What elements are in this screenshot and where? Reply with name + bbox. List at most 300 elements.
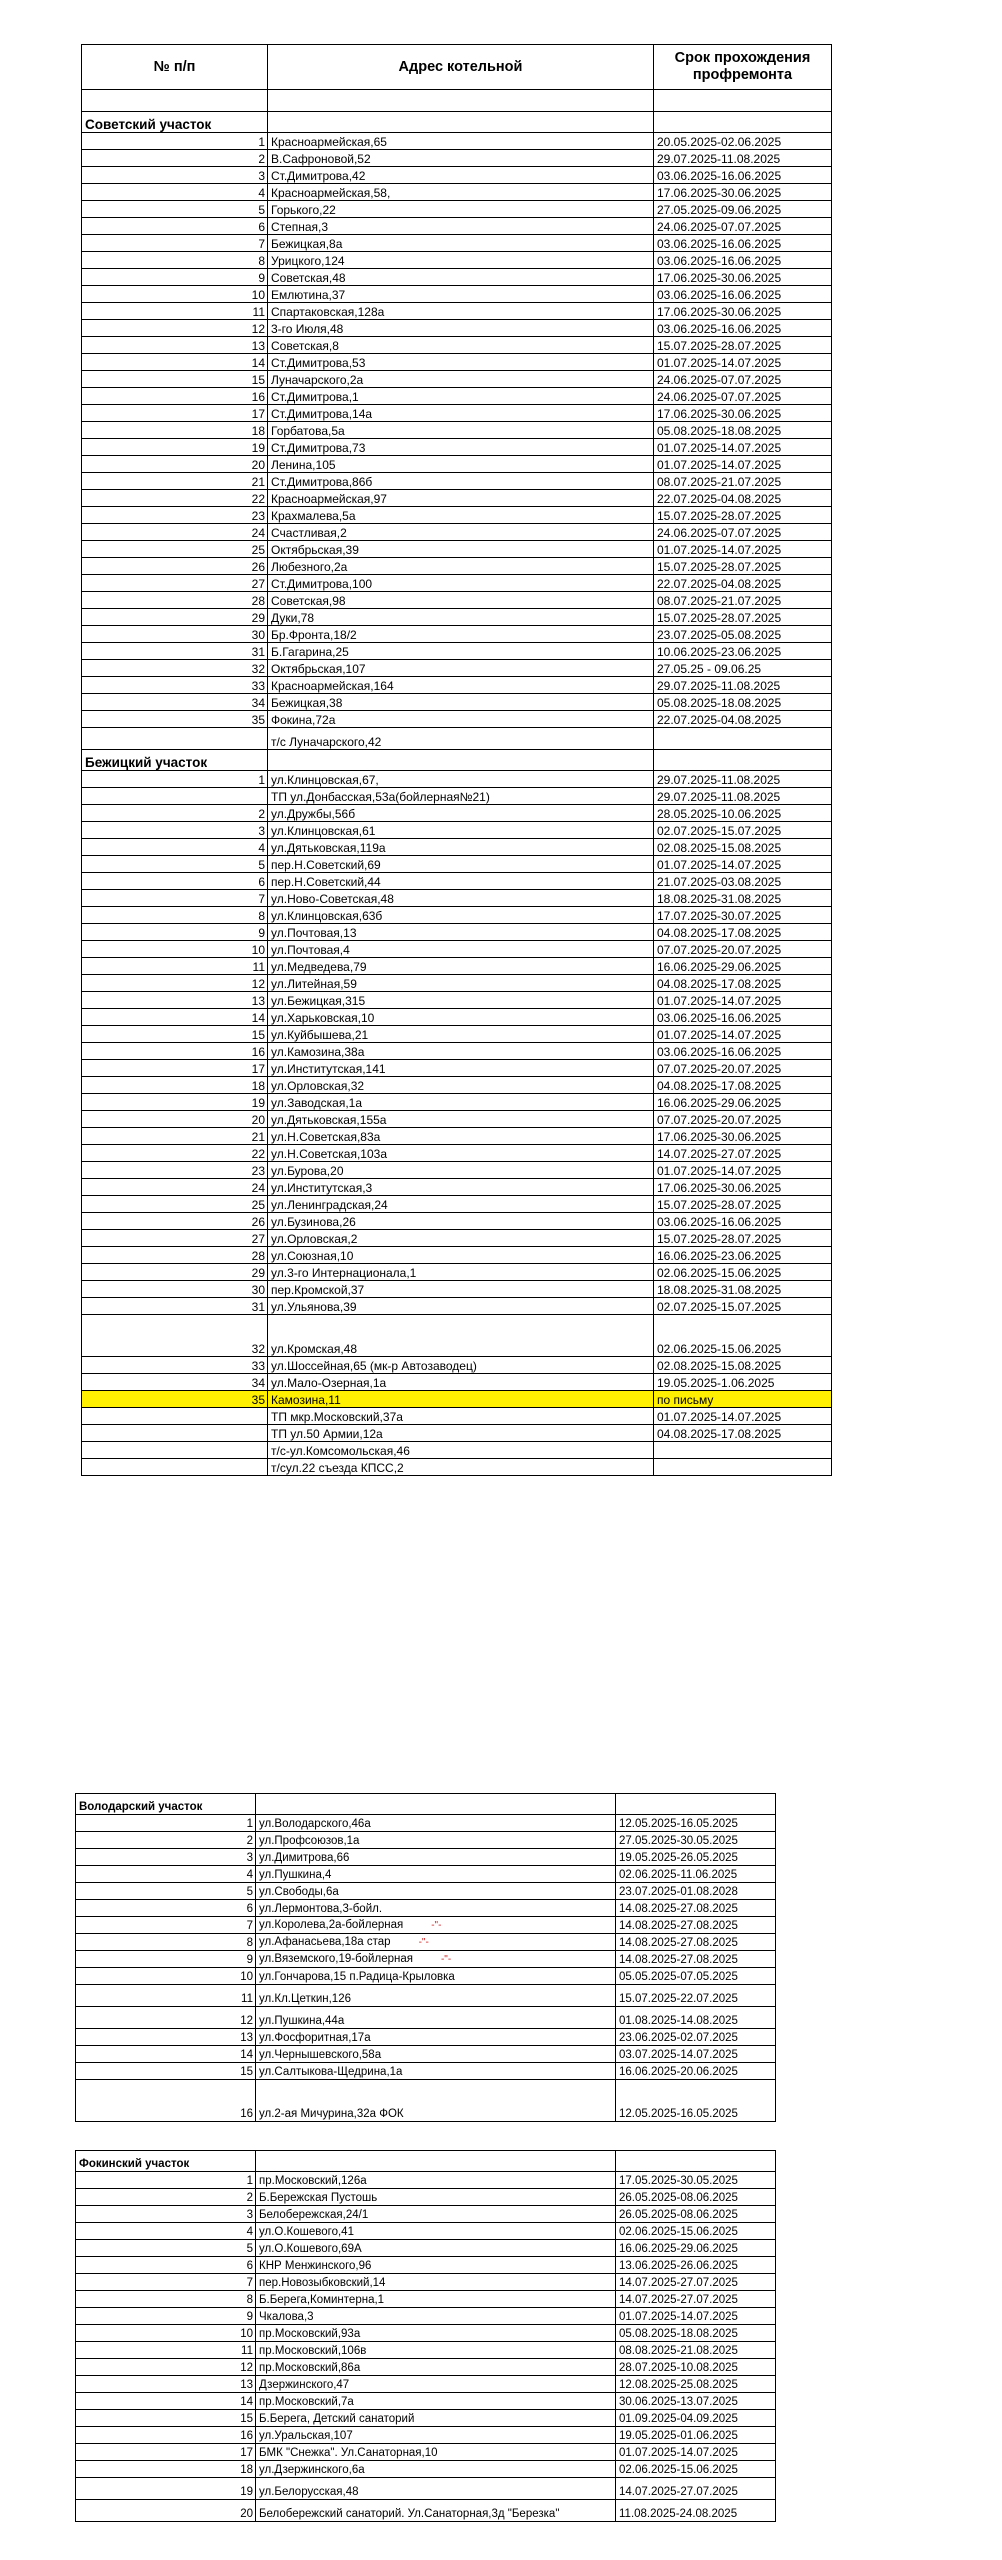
row-period: 02.06.2025-15.06.2025 — [616, 2223, 776, 2240]
row-number: 2 — [76, 2189, 256, 2206]
row-number: 19 — [76, 2478, 256, 2500]
row-address: ул.Шоссейная,65 (мк-р Автозаводец) — [268, 1357, 654, 1374]
row-address: ул.Ново-Советская,48 — [268, 890, 654, 907]
row-number: 1 — [76, 1815, 256, 1832]
empty-cell — [256, 1794, 616, 1815]
row-period: 29.07.2025-11.08.2025 — [654, 677, 832, 694]
table-row — [82, 1077, 832, 1094]
row-period: 12.05.2025-16.05.2025 — [616, 2080, 776, 2122]
row-address: ул.Харьковская,10 — [268, 1009, 654, 1026]
table-row — [82, 388, 832, 405]
row-period: 30.06.2025-13.07.2025 — [616, 2393, 776, 2410]
row-address: т/с-ул.Комсомольская,46 — [268, 1442, 654, 1459]
row-period: 03.07.2025-14.07.2025 — [616, 2046, 776, 2063]
row-address: ул.Мало-Озерная,1а — [268, 1374, 654, 1391]
row-number: 31 — [82, 1298, 268, 1315]
table-row — [82, 1009, 832, 1026]
table-row — [82, 575, 832, 592]
row-period: 18.08.2025-31.08.2025 — [654, 1281, 832, 1298]
row-address: пр.Московский,126а — [256, 2172, 616, 2189]
row-address: БМК "Снежка". Ул.Санаторная,10 — [256, 2444, 616, 2461]
table-row — [76, 1985, 776, 2007]
row-address: ул.Гончарова,15 п.Радица-Крыловка — [256, 1968, 616, 1985]
row-period: 22.07.2025-04.08.2025 — [654, 490, 832, 507]
row-period: 14.07.2025-27.07.2025 — [616, 2478, 776, 2500]
empty-cell — [654, 750, 832, 771]
row-address: ул.Литейная,59 — [268, 975, 654, 992]
table-row — [76, 2063, 776, 2080]
row-period: 02.08.2025-15.08.2025 — [654, 839, 832, 856]
row-address: Красноармейская,58, — [268, 184, 654, 201]
empty-cell — [654, 90, 832, 112]
table-row — [82, 1230, 832, 1247]
table-row — [82, 626, 832, 643]
row-number: 16 — [76, 2080, 256, 2122]
row-address: Советская,98 — [268, 592, 654, 609]
row-address: ул.Орловская,2 — [268, 1230, 654, 1247]
row-number: 33 — [82, 677, 268, 694]
row-number: 11 — [82, 303, 268, 320]
row-number: 1 — [82, 771, 268, 788]
row-address: Фокина,72а — [268, 711, 654, 728]
row-period: 03.06.2025-16.06.2025 — [654, 320, 832, 337]
row-number: 21 — [82, 473, 268, 490]
row-number: 8 — [82, 907, 268, 924]
section-title: Фокинский участок — [76, 2151, 256, 2172]
row-period: 24.06.2025-07.07.2025 — [654, 524, 832, 541]
empty-cell — [268, 112, 654, 133]
row-address: пр.Московский,93а — [256, 2325, 616, 2342]
row-number: 20 — [82, 456, 268, 473]
table-row — [82, 592, 832, 609]
row-number: 17 — [82, 1060, 268, 1077]
row-number: 26 — [82, 558, 268, 575]
row-number: 9 — [76, 2308, 256, 2325]
row-number: 6 — [82, 873, 268, 890]
table-row — [82, 422, 832, 439]
row-number: 17 — [82, 405, 268, 422]
table-row — [76, 2308, 776, 2325]
empty-cell — [654, 112, 832, 133]
row-period: 17.06.2025-30.06.2025 — [654, 1128, 832, 1145]
table-row — [76, 1900, 776, 1917]
row-address — [256, 1917, 616, 1934]
row-address-text: ул.Королева,2а-бойлерная — [259, 1919, 404, 1931]
row-address: ул.Куйбышева,21 — [268, 1026, 654, 1043]
row-period: 27.05.25 - 09.06.25 — [654, 660, 832, 677]
row-period: 19.05.2025-26.05.2025 — [616, 1849, 776, 1866]
section-title-row — [82, 750, 832, 771]
row-address: ул.Пушкина,44а — [256, 2007, 616, 2029]
row-period: 03.06.2025-16.06.2025 — [654, 252, 832, 269]
row-number: 4 — [82, 839, 268, 856]
row-period: 10.06.2025-23.06.2025 — [654, 643, 832, 660]
row-period: 02.06.2025-15.06.2025 — [654, 1264, 832, 1281]
row-address: ул.Белорусская,48 — [256, 2478, 616, 2500]
row-address: ТП ул.50 Армии,12а — [268, 1425, 654, 1442]
row-address: Любезного,2а — [268, 558, 654, 575]
row-period: 07.07.2025-20.07.2025 — [654, 1060, 832, 1077]
row-number: 3 — [82, 822, 268, 839]
row-number: 14 — [76, 2393, 256, 2410]
table-row — [76, 2478, 776, 2500]
ditto-mark: -"- — [418, 1937, 429, 1948]
row-address: Крахмалева,5а — [268, 507, 654, 524]
row-period: 26.05.2025-08.06.2025 — [616, 2206, 776, 2223]
table-row — [76, 2274, 776, 2291]
row-period: 04.08.2025-17.08.2025 — [654, 924, 832, 941]
table-row — [82, 1162, 832, 1179]
row-number: 22 — [82, 490, 268, 507]
row-number: 9 — [82, 924, 268, 941]
row-period — [654, 1459, 832, 1476]
row-address: Советская,8 — [268, 337, 654, 354]
table-row — [82, 1442, 832, 1459]
row-address: Красноармейская,65 — [268, 133, 654, 150]
table-row — [82, 907, 832, 924]
row-number: 11 — [82, 958, 268, 975]
row-number: 30 — [82, 626, 268, 643]
row-period: 01.07.2025-14.07.2025 — [654, 856, 832, 873]
table-row — [82, 805, 832, 822]
row-address: ул.Свободы,6а — [256, 1883, 616, 1900]
row-address: ул.Клинцовская,67, — [268, 771, 654, 788]
row-address: Октябрьская,39 — [268, 541, 654, 558]
row-number — [82, 1442, 268, 1459]
row-period: 01.07.2025-14.07.2025 — [654, 992, 832, 1009]
row-period: 16.06.2025-29.06.2025 — [654, 958, 832, 975]
row-number: 15 — [76, 2063, 256, 2080]
col-address-header: Адрес котельной — [268, 45, 654, 90]
row-number — [82, 728, 268, 750]
row-number: 14 — [76, 2046, 256, 2063]
row-period: 16.06.2025-23.06.2025 — [654, 1247, 832, 1264]
table-row — [76, 2461, 776, 2478]
row-address — [256, 1951, 616, 1968]
row-period: 15.07.2025-28.07.2025 — [654, 1196, 832, 1213]
row-period: 03.06.2025-16.06.2025 — [654, 235, 832, 252]
table-row — [82, 133, 832, 150]
row-period: 02.07.2025-15.07.2025 — [654, 1298, 832, 1315]
row-address: пр.Московский,86а — [256, 2359, 616, 2376]
table-row — [76, 1832, 776, 1849]
table-row — [82, 1264, 832, 1281]
table-row — [76, 2359, 776, 2376]
row-number: 25 — [82, 541, 268, 558]
row-number: 29 — [82, 1264, 268, 1281]
row-number: 20 — [82, 1111, 268, 1128]
table-row — [82, 150, 832, 167]
table-row — [82, 660, 832, 677]
col-num-header: № п/п — [82, 45, 268, 90]
table-row — [82, 822, 832, 839]
row-period: 01.07.2025-14.07.2025 — [616, 2308, 776, 2325]
row-period: 03.06.2025-16.06.2025 — [654, 1043, 832, 1060]
table-row — [82, 1111, 832, 1128]
row-address: ул.Медведева,79 — [268, 958, 654, 975]
row-number: 31 — [82, 643, 268, 660]
row-address: Ст.Димитрова,86б — [268, 473, 654, 490]
row-number: 15 — [76, 2410, 256, 2427]
table-row — [82, 507, 832, 524]
row-period: 29.07.2025-11.08.2025 — [654, 150, 832, 167]
row-number: 10 — [76, 2325, 256, 2342]
row-period: 14.08.2025-27.08.2025 — [616, 1934, 776, 1951]
table-row — [82, 711, 832, 728]
row-address: Чкалова,3 — [256, 2308, 616, 2325]
table-row — [76, 1883, 776, 1900]
row-period: 23.06.2025-02.07.2025 — [616, 2029, 776, 2046]
row-address: ул.Клинцовская,63б — [268, 907, 654, 924]
row-number: 30 — [82, 1281, 268, 1298]
row-period: 01.07.2025-14.07.2025 — [654, 541, 832, 558]
table-row — [76, 1934, 776, 1951]
row-number: 9 — [82, 269, 268, 286]
table-row — [82, 473, 832, 490]
row-period: 05.05.2025-07.05.2025 — [616, 1968, 776, 1985]
row-address: пер.Н.Советский,69 — [268, 856, 654, 873]
volodarsky-table-body — [76, 1794, 776, 2122]
row-number — [82, 1425, 268, 1442]
row-address: Ст.Димитрова,73 — [268, 439, 654, 456]
row-period: 16.06.2025-20.06.2025 — [616, 2063, 776, 2080]
row-period: 05.08.2025-18.08.2025 — [616, 2325, 776, 2342]
row-number: 12 — [76, 2359, 256, 2376]
table-row — [82, 1128, 832, 1145]
row-address: Ст.Димитрова,1 — [268, 388, 654, 405]
table-row — [82, 354, 832, 371]
table-row — [82, 1196, 832, 1213]
row-number: 7 — [82, 235, 268, 252]
table-row — [76, 2029, 776, 2046]
row-period: 29.07.2025-11.08.2025 — [654, 771, 832, 788]
row-address: ул.3-го Интернационала,1 — [268, 1264, 654, 1281]
row-period: 15.07.2025-28.07.2025 — [654, 337, 832, 354]
row-address: Октябрьская,107 — [268, 660, 654, 677]
row-number: 29 — [82, 609, 268, 626]
table-row — [82, 609, 832, 626]
row-number: 7 — [82, 890, 268, 907]
table-row — [82, 771, 832, 788]
row-period: 02.07.2025-15.07.2025 — [654, 822, 832, 839]
row-number: 18 — [76, 2461, 256, 2478]
row-number: 22 — [82, 1145, 268, 1162]
row-number: 5 — [76, 2240, 256, 2257]
section-title: Володарский участок — [76, 1794, 256, 1815]
row-number: 32 — [82, 1315, 268, 1357]
table-row — [76, 2410, 776, 2427]
row-number: 23 — [82, 507, 268, 524]
fokinsky-table-body — [76, 2151, 776, 2522]
row-address: т/с Луначарского,42 — [268, 728, 654, 750]
row-period: 23.07.2025-01.08.2028 — [616, 1883, 776, 1900]
row-address: ул.Кл.Цеткин,126 — [256, 1985, 616, 2007]
table-row — [82, 252, 832, 269]
table-row — [76, 2376, 776, 2393]
row-address: Горбатова,5а — [268, 422, 654, 439]
row-period: 28.07.2025-10.08.2025 — [616, 2359, 776, 2376]
table-row — [82, 286, 832, 303]
row-address: ул.Камозина,38а — [268, 1043, 654, 1060]
row-period: 03.06.2025-16.06.2025 — [654, 286, 832, 303]
row-address: Бр.Фронта,18/2 — [268, 626, 654, 643]
row-period: 15.07.2025-28.07.2025 — [654, 1230, 832, 1247]
row-period: 17.06.2025-30.06.2025 — [654, 1179, 832, 1196]
row-number: 3 — [76, 2206, 256, 2223]
row-number: 3 — [76, 1849, 256, 1866]
row-number: 14 — [82, 354, 268, 371]
row-period: 22.07.2025-04.08.2025 — [654, 575, 832, 592]
table-row — [82, 167, 832, 184]
row-period: 27.05.2025-30.05.2025 — [616, 1832, 776, 1849]
ditto-mark: -"- — [431, 1920, 442, 1931]
row-address: т/сул.22 съезда КПСС,2 — [268, 1459, 654, 1476]
table-row — [82, 269, 832, 286]
row-number: 17 — [76, 2444, 256, 2461]
row-period: 07.07.2025-20.07.2025 — [654, 1111, 832, 1128]
row-number: 4 — [82, 184, 268, 201]
row-address: ул.Димитрова,66 — [256, 1849, 616, 1866]
table-row — [82, 1213, 832, 1230]
row-number: 5 — [76, 1883, 256, 1900]
table-row — [76, 2240, 776, 2257]
row-address: ул.Фосфоритная,17а — [256, 2029, 616, 2046]
table-row — [82, 1391, 832, 1408]
row-period: 21.07.2025-03.08.2025 — [654, 873, 832, 890]
table-row — [82, 320, 832, 337]
row-address: ул.Пушкина,4 — [256, 1866, 616, 1883]
row-period: 12.08.2025-25.08.2025 — [616, 2376, 776, 2393]
row-address: Горького,22 — [268, 201, 654, 218]
table-row — [82, 1094, 832, 1111]
row-number: 15 — [82, 371, 268, 388]
row-period: 08.08.2025-21.08.2025 — [616, 2342, 776, 2359]
row-period: 20.05.2025-02.06.2025 — [654, 133, 832, 150]
row-number: 13 — [76, 2376, 256, 2393]
row-address: Счастливая,2 — [268, 524, 654, 541]
row-address: пер.Кромской,37 — [268, 1281, 654, 1298]
row-number: 23 — [82, 1162, 268, 1179]
row-address: ул.Дятьковская,119а — [268, 839, 654, 856]
table-row — [82, 1357, 832, 1374]
row-period: 01.07.2025-14.07.2025 — [654, 1026, 832, 1043]
row-period: 13.06.2025-26.06.2025 — [616, 2257, 776, 2274]
row-period: 11.08.2025-24.08.2025 — [616, 2500, 776, 2522]
row-address: ул.Салтыкова-Щедрина,1а — [256, 2063, 616, 2080]
row-address: Емлютина,37 — [268, 286, 654, 303]
row-address: ул.Ленинградская,24 — [268, 1196, 654, 1213]
row-number: 19 — [82, 1094, 268, 1111]
row-number: 10 — [82, 941, 268, 958]
row-address: Белобережская,24/1 — [256, 2206, 616, 2223]
table-row — [82, 1145, 832, 1162]
row-period: 28.05.2025-10.06.2025 — [654, 805, 832, 822]
row-period: 04.08.2025-17.08.2025 — [654, 975, 832, 992]
row-period: 24.06.2025-07.07.2025 — [654, 218, 832, 235]
row-number: 34 — [82, 1374, 268, 1391]
row-period: 02.06.2025-15.06.2025 — [616, 2461, 776, 2478]
row-address: Камозина,11 — [268, 1391, 654, 1408]
row-period: 22.07.2025-04.08.2025 — [654, 711, 832, 728]
table-row — [82, 1247, 832, 1264]
table-row — [76, 1815, 776, 1832]
main-repair-table — [81, 44, 832, 1476]
table-row — [82, 890, 832, 907]
section-title-row — [76, 1794, 776, 1815]
table-row — [82, 873, 832, 890]
table-row — [76, 2172, 776, 2189]
row-address: ул.Дзержинского,6а — [256, 2461, 616, 2478]
row-address: Ст.Димитрова,14а — [268, 405, 654, 422]
table-row — [82, 1179, 832, 1196]
row-address: ул.Клинцовская,61 — [268, 822, 654, 839]
row-address: 3-го Июля,48 — [268, 320, 654, 337]
row-period: 17.06.2025-30.06.2025 — [654, 184, 832, 201]
row-address: ул.Лермонтова,3-бойл. — [256, 1900, 616, 1917]
table-row — [82, 1026, 832, 1043]
row-address: Советская,48 — [268, 269, 654, 286]
section-title: Советский участок — [82, 112, 268, 133]
row-number: 8 — [82, 252, 268, 269]
row-address: ТП мкр.Московский,37а — [268, 1408, 654, 1425]
section-title-row — [76, 2151, 776, 2172]
row-number: 25 — [82, 1196, 268, 1213]
row-address-text: ул.Афанасьева,18а стар — [259, 1936, 391, 1948]
row-number: 13 — [76, 2029, 256, 2046]
row-period: 14.08.2025-27.08.2025 — [616, 1900, 776, 1917]
row-address: ул.О.Кошевого,41 — [256, 2223, 616, 2240]
row-period: 15.07.2025-28.07.2025 — [654, 507, 832, 524]
row-number: 7 — [76, 1917, 256, 1934]
fokinsky-table — [75, 2150, 776, 2522]
row-address: КНР Менжинского,96 — [256, 2257, 616, 2274]
table-row — [82, 456, 832, 473]
row-period: 14.07.2025-27.07.2025 — [616, 2274, 776, 2291]
row-address: ул.Кромская,48 — [268, 1315, 654, 1357]
row-number: 4 — [76, 1866, 256, 1883]
row-number: 11 — [76, 2342, 256, 2359]
row-address: ул.Дружбы,56б — [268, 805, 654, 822]
row-address: ул.Володарского,46а — [256, 1815, 616, 1832]
row-period: 27.05.2025-09.06.2025 — [654, 201, 832, 218]
row-number: 2 — [76, 1832, 256, 1849]
row-address: ул.Ульянова,39 — [268, 1298, 654, 1315]
row-number: 5 — [82, 856, 268, 873]
table-row — [82, 1043, 832, 1060]
row-number: 28 — [82, 1247, 268, 1264]
col-period-header: Срок прохождения профремонта — [654, 45, 832, 90]
row-number: 12 — [82, 320, 268, 337]
table-row — [82, 839, 832, 856]
row-number: 26 — [82, 1213, 268, 1230]
row-address: ул.Дятьковская,155а — [268, 1111, 654, 1128]
table-row — [82, 201, 832, 218]
row-address: Бежицкая,8а — [268, 235, 654, 252]
row-period: 18.08.2025-31.08.2025 — [654, 890, 832, 907]
table-row — [82, 1281, 832, 1298]
row-number: 3 — [82, 167, 268, 184]
row-address: ул.Бузинова,26 — [268, 1213, 654, 1230]
section-title-row — [82, 112, 832, 133]
row-number: 5 — [82, 201, 268, 218]
row-address: ул.Чернышевского,58а — [256, 2046, 616, 2063]
row-number: 2 — [82, 805, 268, 822]
row-address: В.Сафроновой,52 — [268, 150, 654, 167]
row-number: 2 — [82, 150, 268, 167]
row-number: 18 — [82, 1077, 268, 1094]
row-address: пер.Н.Советский,44 — [268, 873, 654, 890]
table-row — [82, 490, 832, 507]
